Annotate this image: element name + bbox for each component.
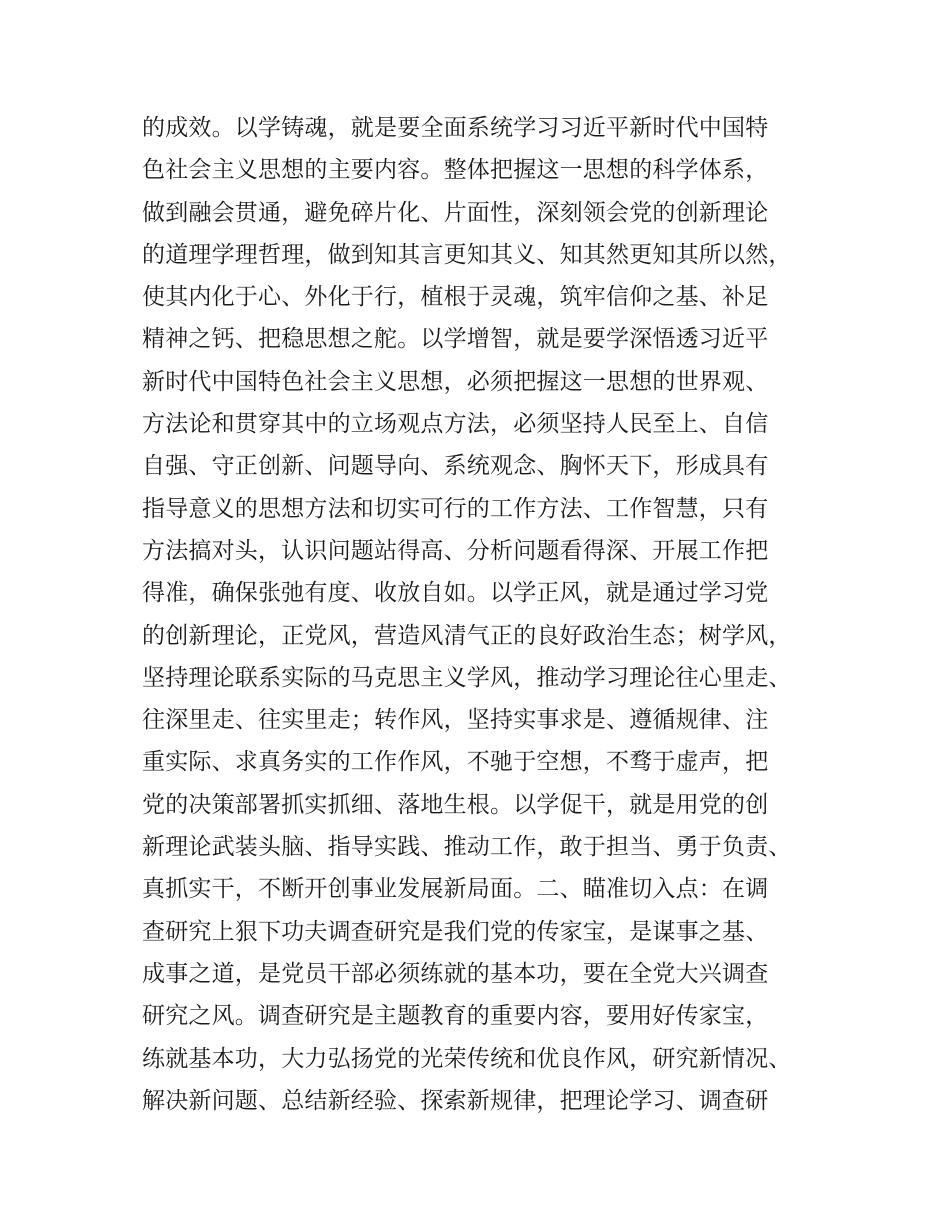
text-line: 研究之风。调查研究是主题教育的重要内容，要用好传家宝，	[142, 1003, 769, 1030]
text-line: 使其内化于心、外化于行，植根于灵魂，筑牢信仰之基、补足	[142, 284, 769, 311]
text-line: 练就基本功，大力弘扬党的光荣传统和优良作风，研究新情况、	[142, 1045, 792, 1072]
text-line: 的创新理论，正党风，营造风清气正的良好政治生态；树学风，	[142, 622, 792, 649]
body-paragraph	[142, 107, 832, 1122]
text-line: 的道理学理哲理，做到知其言更知其义、知其然更知其所以然，	[142, 241, 792, 268]
text-line: 党的决策部署抓实抓细、落地生根。以学促干，就是用党的创	[142, 791, 769, 818]
text-line: 重实际、求真务实的工作作风，不驰于空想，不骛于虚声，把	[142, 749, 769, 776]
text-line: 指导意义的思想方法和切实可行的工作方法、工作智慧，只有	[142, 495, 769, 522]
text-line: 真抓实干，不断开创事业发展新局面。二、瞄准切入点：在调	[142, 876, 769, 903]
text-line: 方法论和贯穿其中的立场观点方法，必须坚持人民至上、自信	[142, 411, 769, 438]
text-line: 方法搞对头，认识问题站得高、分析问题看得深、开展工作把	[142, 537, 769, 564]
text-line: 得准，确保张弛有度、收放自如。以学正风，就是通过学习党	[142, 580, 769, 607]
text-line: 解决新问题、总结新经验、探索新规律，把理论学习、调查研	[142, 1087, 769, 1114]
text-line: 新时代中国特色社会主义思想，必须把握这一思想的世界观、	[142, 368, 769, 395]
text-line: 做到融会贯通，避免碎片化、片面性，深刻领会党的创新理论	[142, 199, 769, 226]
text-line: 查研究上狠下功夫调查研究是我们党的传家宝，是谋事之基、	[142, 918, 769, 945]
text-line: 色社会主义思想的主要内容。整体把握这一思想的科学体系，	[142, 157, 769, 184]
text-line: 往深里走、往实里走；转作风，坚持实事求是、遵循规律、注	[142, 707, 769, 734]
text-line: 坚持理论联系实际的马克思主义学风，推动学习理论往心里走、	[142, 664, 792, 691]
text-line: 成事之道，是党员干部必须练就的基本功，要在全党大兴调查	[142, 960, 769, 987]
text-line: 的成效。以学铸魂，就是要全面系统学习习近平新时代中国特	[142, 115, 769, 141]
text-line: 精神之钙、把稳思想之舵。以学增智，就是要学深悟透习近平	[142, 326, 769, 353]
text-line: 新理论武装头脑、指导实践、推动工作，敢于担当、勇于负责、	[142, 834, 792, 861]
text-line: 自强、守正创新、问题导向、系统观念、胸怀天下，形成具有	[142, 453, 769, 480]
